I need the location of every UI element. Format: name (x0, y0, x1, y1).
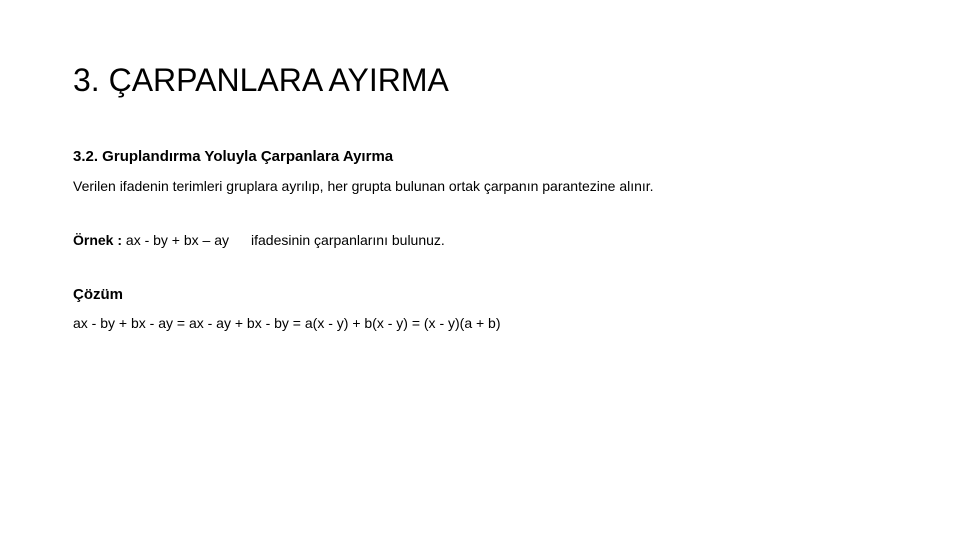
example-instruction: ifadesinin çarpanlarını bulunuz. (251, 232, 445, 248)
example-expression: ax - by + bx – ay (122, 232, 230, 248)
example-label: Örnek : (73, 232, 123, 248)
definition-text: Verilen ifadenin terimleri gruplara ayrılıp, her grupta bulunan ortak çarpanın parantezine alınır. (73, 178, 654, 194)
section-heading: 3.2. Gruplandırma Yoluyla Çarpanlara Ayırma (73, 148, 394, 165)
slide-title: 3. ÇARPANLARA AYIRMA (73, 62, 449, 98)
example-line (73, 230, 445, 250)
solution-text: ax - by + bx - ay = ax - ay + bx - by = a(x - y) + b(x - y) = (x - y)(a + b) (73, 315, 501, 331)
solution-label: Çözüm (73, 286, 123, 303)
